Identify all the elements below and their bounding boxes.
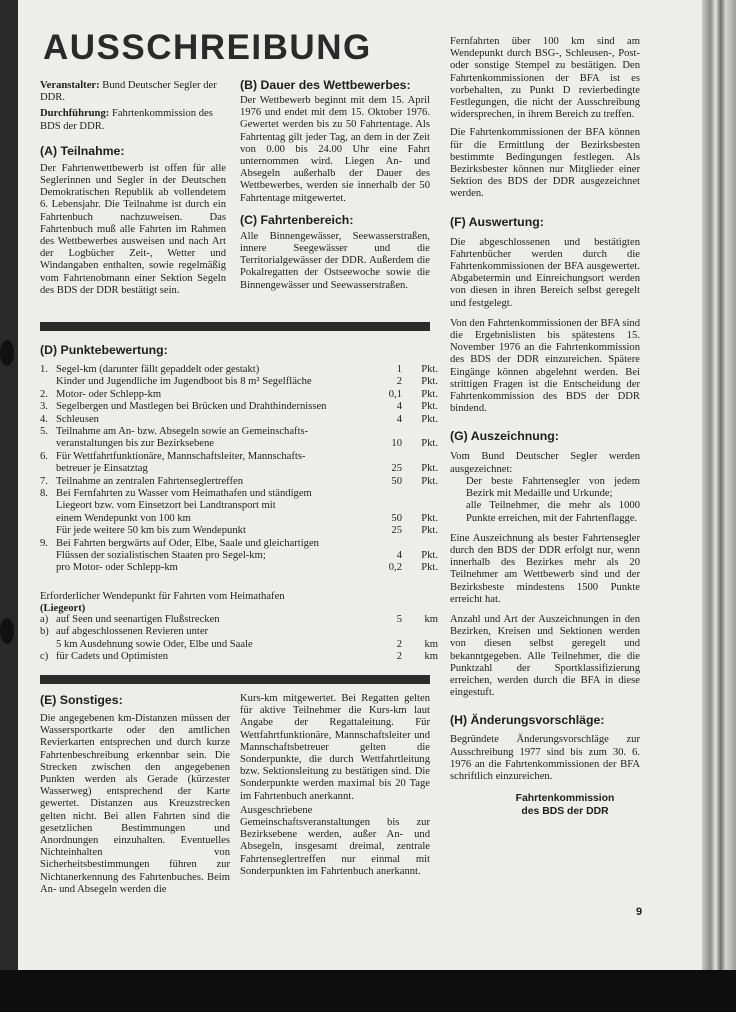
list-item xyxy=(40,513,460,526)
item-unit: Pkt. xyxy=(421,525,438,537)
item-number: a) xyxy=(40,614,49,625)
item-number: 2. xyxy=(40,388,48,400)
section-a-text: Der Fahrtenwettbewerb ist offen für alle Seglerinnen und Segler in der Deutschen Demokratischen Republik ab vollendetem 6. Lebensjahr. Die Teilnahme ist durch ein Fahrtenbuch nachzuweisen. Das Fahrtenbuch muß alle Fahrten im Rahmen des Wettbewerbes ausweisen und nach Art der Logbücher Zeit-, Wetter und Windangaben enthalten, sowie regelmäßig vom Fahrtenobmann einer Sektion Segeln des BDS der DDR bestätigt sein. xyxy=(40,162,226,296)
item-text: auf Seen und seenartigen Flußstrecken xyxy=(56,614,220,625)
organizer-label: Veranstalter: xyxy=(40,80,100,91)
item-value: 4 xyxy=(396,413,402,425)
item-number: 5. xyxy=(40,426,48,437)
item-value: 0,1 xyxy=(388,388,402,400)
item-text: Segel-km (darunter fällt gepaddelt oder gestakt) xyxy=(56,364,260,375)
section-g-item-1: Der beste Fahrtensegler von jedem Bezirk mit Medaille und Urkunde; xyxy=(466,475,640,500)
list-item xyxy=(40,364,460,377)
signature-block xyxy=(490,793,640,818)
list-item xyxy=(40,488,460,501)
item-number: b) xyxy=(40,626,49,638)
item-text: Teilnahme am An- bzw. Absegeln sowie an Gemeinschafts- xyxy=(56,426,309,437)
list-item xyxy=(40,463,460,476)
item-number: 8. xyxy=(40,488,48,499)
section-f-text-1: Die abgeschlossenen und bestätigten Fahrtenbücher werden durch die Fahrtenkommissionen der BFA ausgewertet. Abgabetermin und Einreichungsort werden von diesen in ihren Bereich selbst geregelt und festgelegt. xyxy=(450,236,640,309)
section-divider xyxy=(40,675,430,684)
page-title: AUSSCHREIBUNG xyxy=(43,28,372,67)
page-number: 9 xyxy=(636,906,643,918)
turning-point-intro-sub: (Liegeort) xyxy=(40,603,86,615)
item-value: 25 xyxy=(391,463,402,475)
turning-point-intro-line: Erforderlicher Wendepunkt für Fahrten vom Heimathafen xyxy=(40,591,285,602)
section-h-text: Begründete Änderungsvorschläge zur Ausschreibung 1977 sind bis zum 30. 6. 1976 an die Fahrtenkommissionen der BFA schriftlich einzureichen. xyxy=(450,734,640,782)
item-unit: Pkt. xyxy=(421,401,438,413)
item-value: 5 xyxy=(396,614,402,625)
item-value: 50 xyxy=(391,512,402,524)
list-item xyxy=(40,550,460,563)
item-unit: Pkt. xyxy=(421,388,438,400)
scan-background xyxy=(0,970,736,1012)
list-item xyxy=(40,525,460,538)
item-number: 3. xyxy=(40,401,48,413)
item-text: betreuer je Einsatztag xyxy=(56,463,148,475)
section-h-heading: (H) Änderungsvorschläge: xyxy=(450,713,605,728)
item-number: 6. xyxy=(40,450,48,462)
item-value: 25 xyxy=(391,525,402,537)
list-item xyxy=(40,538,460,551)
item-text: einem Wendepunkt von 100 km xyxy=(56,512,191,524)
list-item xyxy=(40,626,460,639)
list-item xyxy=(40,500,460,513)
item-value: 2 xyxy=(396,376,402,388)
item-text: Bei Fahrten bergwärts auf Oder, Elbe, Saale und gleichartigen xyxy=(56,537,319,549)
item-number: 7. xyxy=(40,475,48,487)
intro-block xyxy=(40,80,226,297)
item-unit: Pkt. xyxy=(421,550,438,561)
section-b-heading: (B) Dauer des Wettbewerbes: xyxy=(240,78,411,92)
list-item xyxy=(40,414,460,427)
item-unit: km xyxy=(424,614,438,625)
item-text: Liegeort bzw. vom Einsetzort bei Landtransport mit xyxy=(56,500,276,512)
section-g-intro: Vom Bund Deutscher Segler werden ausgezeichnet: xyxy=(450,451,640,475)
item-unit: km xyxy=(424,651,438,663)
executor-text: Fahrtenkommission des BDS der DDR. xyxy=(40,108,213,132)
section-e-heading: (E) Sonstiges: xyxy=(40,693,123,707)
item-text: Schleusen xyxy=(56,413,99,425)
list-item xyxy=(40,376,460,389)
section-a-heading: (A) Teilnahme: xyxy=(40,143,125,158)
item-unit: Pkt. xyxy=(421,438,438,450)
item-text: für Cadets und Optimisten xyxy=(56,651,169,663)
item-text: Kinder und Jugendliche im Jugendboot bis 8 m² Segelfläche xyxy=(56,376,312,388)
list-item xyxy=(40,476,460,489)
item-text: Motor- oder Schlepp-km xyxy=(56,388,162,400)
item-value: 4 xyxy=(396,550,402,561)
item-text: pro Motor- oder Schlepp-km xyxy=(56,562,178,574)
item-text: Für jede weitere 50 km bis zum Wendepunkt xyxy=(56,525,246,537)
right-column xyxy=(450,36,640,818)
list-item xyxy=(40,426,460,439)
item-unit: Pkt. xyxy=(421,562,438,574)
executor-line xyxy=(40,108,226,132)
right-text-2: Die Fahrtenkommissionen der BFA können für die Ermittlung der Bezirksbesten bestimmte Bedingungen festlegen. Als Bezirksbester können nur Mitglieder einer Sektion des BDS der DDR ausgezeichnet werden. xyxy=(450,127,640,200)
signature-line-2: des BDS der DDR xyxy=(521,805,609,817)
item-value: 1 xyxy=(396,364,402,375)
item-number: c) xyxy=(40,651,49,663)
list-item xyxy=(40,651,460,664)
right-text-1: Fernfahrten über 100 km sind am Wendepunkt durch BSG-, Schleusen-, Post- oder sonstige Stempel zu bestätigen. Den Fahrtenkommissionen der BFA ist es vorbehalten, zu Punkt D revierbedingte Festlegungen, die nicht der Ausschreibung widersprechen, in ihrem Bereich zu treffen. xyxy=(450,36,640,121)
list-item xyxy=(40,389,460,402)
item-value: 4 xyxy=(396,401,402,413)
item-value: 10 xyxy=(391,438,402,450)
item-unit: Pkt. xyxy=(421,376,438,388)
binding-hole xyxy=(0,340,14,366)
organizer-text: Bund Deutscher Segler der DDR. xyxy=(40,80,217,104)
section-e-col1 xyxy=(40,693,230,896)
section-g-text-3: Anzahl und Art der Auszeichnungen in den Bezirken, Kreisen und Sektionen werden von diesen selbst geregelt und bekanntgegeben. Alle Teilnehmer, die die Punktzahl der Sportklassifizierung erreichen, werden durch die BFA in diese eingestuft. xyxy=(450,613,640,699)
list-item xyxy=(40,614,460,627)
section-divider xyxy=(40,322,430,331)
item-unit: Pkt. xyxy=(421,364,438,375)
section-f-text-2: Von den Fahrtenkommissionen der BFA sind die Ergebnislisten bis spätestens 15. November 1976 an die Fahrtenkommission des BDS der DDR einzureichen. Spätere Eingänge können abgelehnt werden. Bei strittigen Fragen ist die Entscheidung der Fahrtenkommission des BDS der DDR bindend. xyxy=(450,317,640,415)
item-value: 0,2 xyxy=(388,562,402,574)
section-e-text-3: Ausgeschriebene Gemeinschaftsveranstaltungen bis zur Bezirksebene werden, außer An- und Absegeln, insgesamt dreimal, zentrale Fahrtenseglertreffen nur einmal mit Sonderpunkten im Fahrtenbuch anerkannt. xyxy=(240,804,430,877)
item-text: Teilnahme an zentralen Fahrtenseglertreffen xyxy=(56,475,244,487)
list-item xyxy=(40,562,460,575)
section-d-heading: (D) Punktebewertung: xyxy=(40,343,168,357)
section-g-text-2: Eine Auszeichnung als bester Fahrtensegler durch den BDS der DDR erfolgt nur, wenn innerhalb des Bezirkes mehr als 20 Teilnehmer am Wettbewerb sind und der Bezirksbeste mindestens 1500 Punkte erreicht hat. xyxy=(450,532,640,605)
section-c-text: Alle Binnengewässer, Seewasserstraßen, innere Seegewässer und die Territorialgewässer der DDR. Außerdem die Pokalregatten der Ostseewoche sowie die Binnengewässer und Seewasserstraßen. xyxy=(240,230,430,291)
binding-hole xyxy=(0,618,14,644)
list-item xyxy=(40,401,460,414)
column-two-top xyxy=(240,78,430,292)
organizer-line xyxy=(40,80,226,104)
section-g-item-2: alle Teilnehmer, die mehr als 1000 Punkte erreichen, mit der Fahrtenflagge. xyxy=(466,500,640,524)
turning-point-intro xyxy=(40,591,440,615)
list-item xyxy=(40,639,460,652)
executor-label: Durchführung: xyxy=(40,108,110,120)
item-number: 4. xyxy=(40,413,48,425)
section-e-text-1: Die angegebenen km-Distanzen müssen der Wassersportkarte oder den amtlichen Revierkarten entsprechen und durch kurze Fahrtenbeschreibung erkennbar sein. Die Strecken zwischen den angegebenen Punkten werden als Gerade (kürzester Wasserweg) entsprechend der Karte gewertet. Distanzen aus Kreuzstrecken gelten nicht. Bei allen Fahrten sind die gesetzlichen Bestimmungen und Anordnungen einzuhalten. Eventuelles Nichteinhalten von Sicherheitsbestimmungen führen zur Nichtanerkennung des Fahrtenbuches. Beim An- und Absegeln werden die xyxy=(40,713,230,895)
item-unit: Pkt. xyxy=(421,413,438,425)
book-spine xyxy=(702,0,736,970)
item-value: 2 xyxy=(396,651,402,663)
item-text: 5 km Ausdehnung sowie Oder, Elbe und Saale xyxy=(56,638,253,650)
section-c-heading: (C) Fahrtenbereich: xyxy=(240,212,354,227)
item-text: veranstaltungen bis zur Bezirksebene xyxy=(56,438,214,450)
item-text: Für Wettfahrtfunktionäre, Mannschaftsleiter, Mannschafts- xyxy=(56,450,306,462)
item-unit: Pkt. xyxy=(421,475,438,487)
list-item xyxy=(40,451,460,464)
item-text: Flüssen der sozialistischen Staaten pro Segel-km; xyxy=(56,550,266,561)
item-unit: km xyxy=(424,638,438,650)
document-page xyxy=(18,0,702,970)
item-number: 9. xyxy=(40,537,48,549)
section-b-text: Der Wettbewerb beginnt mit dem 15. April 1976 und endet mit dem 15. Oktober 1976. Gewertet werden bis zu 50 Fahrtentage. Als Fahrtentag gilt jeder Tag, an dem in der Zeit von 0.00 bis 24.00 Uhr eine Fahrt unternommen wird. Liegen An- und Absegeln außerhalb der Dauer des Wettbewerbes, werden sie innerhalb der 50 Fahrtentage mitgewertet. xyxy=(240,95,430,204)
item-unit: Pkt. xyxy=(421,512,438,524)
item-unit: Pkt. xyxy=(421,463,438,475)
section-e-text-2: Kurs-km mitgewertet. Bei Regatten gelten für aktive Teilnehmer die Kurs-km laut Angabe der Regattaleitung. Für Wettfahrtfunktionäre, Mannschaftsleiter und Mannschaftsbetreuer gelten die Sonderpunkte, die durch Wettfahrtleitung bzw. Sektionsleitung zu bestätigen sind. Die Sonderpunkte werden maximal bis 20 Tage im Fahrtenbuch anerkannt. xyxy=(240,693,430,802)
book-left-edge xyxy=(0,0,18,970)
item-value: 2 xyxy=(396,638,402,650)
section-g-heading: (G) Auszeichnung: xyxy=(450,429,559,444)
item-number: 1. xyxy=(40,364,48,375)
section-e-col2 xyxy=(240,693,430,878)
list-item xyxy=(40,438,460,451)
item-value: 50 xyxy=(391,475,402,487)
item-text: auf abgeschlossenen Revieren unter xyxy=(56,626,209,638)
section-f-heading: (F) Auswertung: xyxy=(450,214,544,229)
signature-line-1: Fahrtenkommission xyxy=(515,793,615,805)
item-text: Segelbergen und Mastlegen bei Brücken und Drahthindernissen xyxy=(56,401,327,413)
item-text: Bei Fernfahrten zu Wasser vom Heimathafen und ständigem xyxy=(56,488,312,499)
